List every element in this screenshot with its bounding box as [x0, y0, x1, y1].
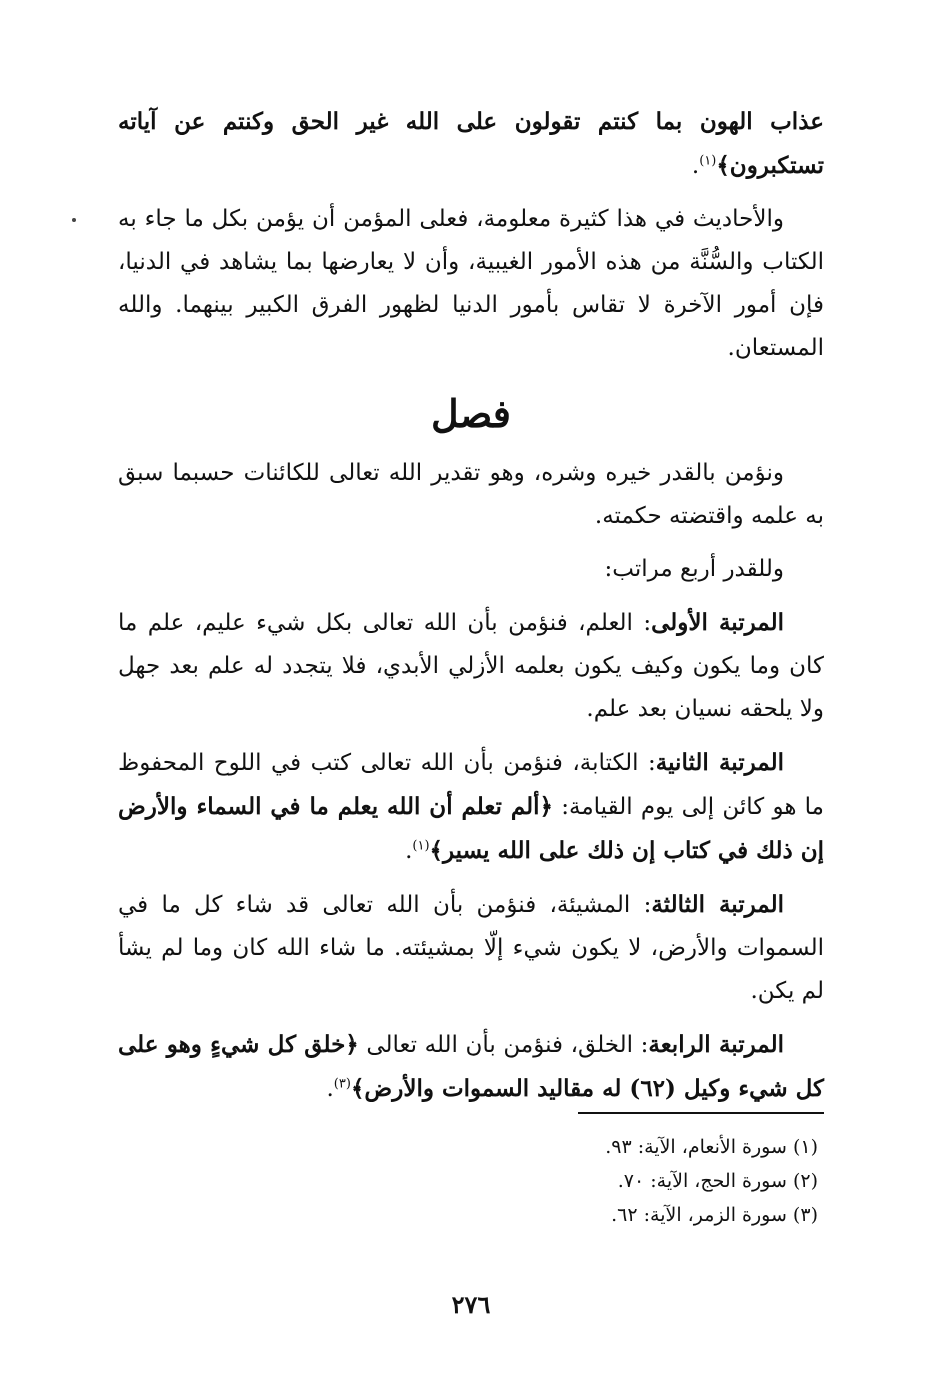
footnote-3: (٣) سورة الزمر، الآية: ٦٢.	[611, 1204, 818, 1226]
level-one-text: : العلم، فنؤمن بأن الله تعالى بكل شيء عليم، علم ما كان وما يكون وكيف يكون بعلمه الأزلي الأبدي، فلا يتجدد له علم بعد جهل ولا يلحقه نسيان بعد علم.	[118, 610, 824, 722]
quran-quote: ﴿خلق كل شيءٍ وهو على كل شيء وكيل (٦٢) له مقاليد السموات والأرض﴾	[118, 1031, 824, 1102]
level-three-label: المرتبة الثالثة	[651, 891, 784, 918]
paragraph-quote-continuation	[118, 100, 824, 188]
level-two-text: : الكتابة، فنؤمن بأن الله تعالى كتب في اللوح المحفوظ ما هو كائن إلى يوم القيامة:	[118, 750, 824, 820]
paragraph-hadith: والأحاديث في هذا كثيرة معلومة، فعلى المؤمن أن يؤمن بكل ما جاء به الكتاب والسُّنَّة من هذه الأمور الغيبية، وأن لا يعارضها بما يشاهد في الدنيا، فإن أمور الآخرة لا تقاس بأمور الدنيا لظهور الفرق الكبير بينهما. والله المستعان.	[118, 206, 824, 361]
level-three-text: : المشيئة، فنؤمن بأن الله تعالى قد شاء كل ما في السموات والأرض، لا يكون شيء إلّا بمشيئته. ما شاء الله كان وما لم يشأ لم يكن.	[118, 892, 824, 1004]
paragraph-level-two	[118, 741, 824, 873]
paragraph-end: .	[405, 838, 413, 864]
paragraph-level-one	[118, 601, 824, 731]
paragraph-qadar-intro: ونؤمن بالقدر خيره وشره، وهو تقدير الله تعالى للكائنات حسبما سبق به علمه واقتضته حكمته.	[118, 460, 824, 529]
margin-dot	[72, 218, 76, 222]
footnote-ref: (٣)	[333, 1076, 351, 1092]
footnotes	[605, 1130, 818, 1232]
level-four-label: المرتبة الرابعة	[648, 1031, 784, 1058]
footnote-ref: (١)	[412, 838, 430, 854]
footnote-divider	[578, 1112, 824, 1114]
paragraph-qadar-levels: وللقدر أربع مراتب:	[604, 556, 784, 582]
page-body	[118, 100, 824, 1121]
section-heading: فصل	[431, 391, 511, 436]
paragraph-level-three	[118, 883, 824, 1013]
footnote-ref: (١)	[699, 153, 717, 169]
paragraph-level-four	[118, 1023, 824, 1111]
level-two-label: المرتبة الثانية	[655, 749, 784, 776]
level-four-text: : الخلق، فنؤمن بأن الله تعالى	[358, 1032, 649, 1058]
footnote-2: (٢) سورة الحج، الآية: ٧٠.	[617, 1170, 818, 1192]
paragraph-end: .	[691, 153, 700, 179]
quran-quote: عذاب الهون بما كنتم تقولون على الله غير الحق وكنتم عن آياته تستكبرون﴾	[118, 108, 824, 179]
paragraph-end: .	[326, 1076, 334, 1102]
quran-quote: ﴿ألم تعلم أن الله يعلم ما في السماء والأرض إن ذلك في كتاب إن ذلك على الله يسير﴾	[118, 793, 824, 864]
page-number: ٢٧٦	[451, 1290, 491, 1319]
level-one-label: المرتبة الأولى	[651, 609, 784, 636]
footnote-1: (١) سورة الأنعام، الآية: ٩٣.	[605, 1136, 818, 1158]
